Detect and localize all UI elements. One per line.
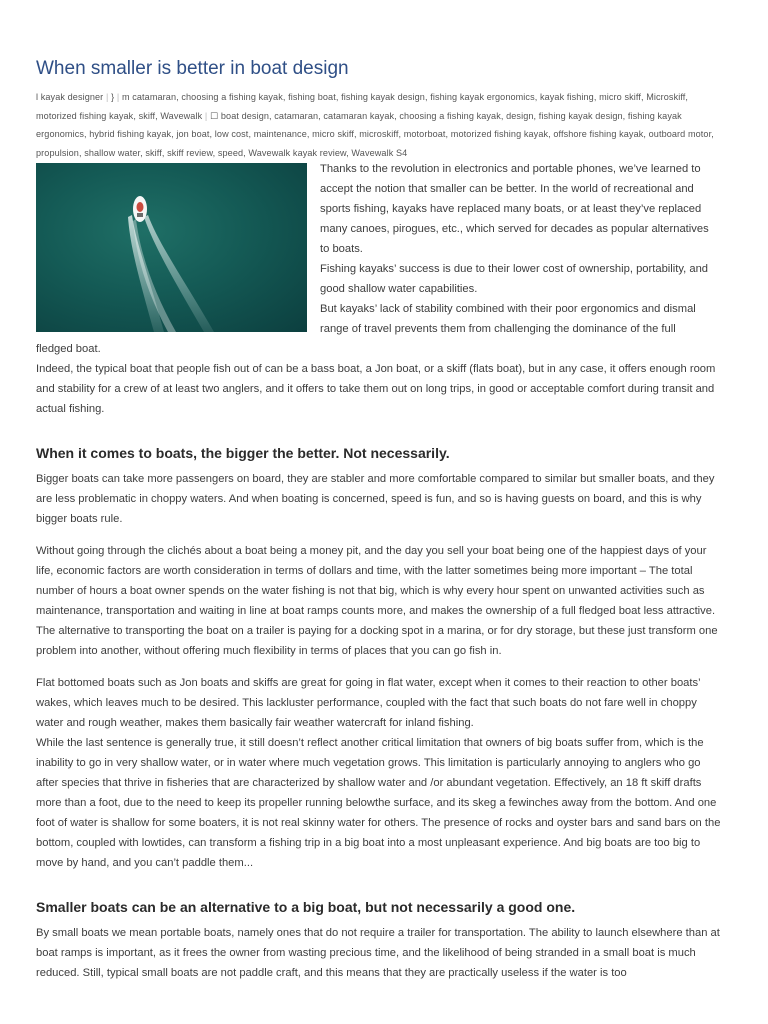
post-meta xyxy=(36,88,720,162)
intro-line: good shallow water capabilities. xyxy=(320,283,478,295)
intro-line: fledged boat. xyxy=(36,343,101,355)
boat-wake-image xyxy=(36,163,307,332)
intro-line: Fishing kayaks’ success is due to their lower cost of ownership, portability, and xyxy=(320,263,709,275)
paragraph-indeed: Indeed, the typical boat that people fish out of can be a bass boat, a Jon boat, or a skiff (flats boat), but in any case, it offers enough room and stability for a crew of at least two anglers, and it offers to take them out on long trips, in good or acceptable comfort during transit and actual fishing. xyxy=(36,363,716,415)
intro-line: accept the notion that smaller can be better. In the world of recreational and xyxy=(320,183,694,195)
intro-line: to boats. xyxy=(320,243,363,255)
category-links[interactable]: m catamaran, choosing a fishing kayak, fishing boat, fishing kayak design, fishing kayak ergonomics, kayak fishing, micro skiff, Microskiff, motorized fishing kayak, skiff, Wavewalk xyxy=(36,92,689,121)
meta-separator: | xyxy=(204,110,208,121)
intro-line: range of travel prevents them from challenging the dominance of the full xyxy=(320,323,676,335)
comment-icon: } xyxy=(111,92,115,102)
meta-separator: | xyxy=(105,92,109,102)
intro-line: But kayaks’ lack of stability combined with their poor ergonomics and dismal xyxy=(320,303,696,315)
paragraph-shallow-limit: While the last sentence is generally true, it still doesn’t reflect another critical limitation that owners of big boats suffer from, which is the inability to go in very shallow water, or in water where much vegetation grows. This limitation is particularly annoying to anglers who go after species that thrive in fisheries that are characterized by shallow water and /or abundant vegetation. Effectively, an 18 ft skiff drafts more than a foot, due to the need to keep its propeller running belowthe surface, and its skeg a fewinches away from the bottom. And one foot of water is shallow for some boaters, it is not real skinny water for others. The presence of rocks and oyster bars and sand bars on the bottom, coupled with lowtides, can transform a fishing trip in a big boat into a most unpleasant experience. And big boats are too big to move by hand, and you can’t paddle them... xyxy=(36,737,721,869)
tag-icon: ☐ xyxy=(209,110,219,121)
paragraph-bigger-2: Without going through the clichés about a boat being a money pit, and the day you sell your boat being one of the happiest days of your life, economic factors are worth consideration in terms of dollars and time, with the latter sometimes being more important – The total number of hours a boat owner spends on the water fishing is not that big, which is why every hour spent on unwanted activities such as maintenance, transportation and waiting in line at boat ramps counts more, and makes the ownership of a full fledged boat less attractive. The alternative to transporting the boat on a trailer is paying for a docking spot in a marina, or for dry storage, but these just transform one problem into another, without offering much flexibility in terms of places that you can go fish in. xyxy=(36,545,718,657)
section-heading-smaller: Smaller boats can be an alternative to a big boat, but not necessarily a good one. xyxy=(36,899,576,915)
tag-links[interactable]: boat design, catamaran, catamaran kayak, choosing a fishing kayak, design, fishing kayak design, fishing kayak ergonomics, hybrid fishing kayak, jon boat, low cost, maintenance, micro skiff, microskiff, motorboat, motorized fishing kayak, offshore fishing kayak, outboard motor, propulsion, shallow water, skiff, skiff review, speed, Wavewalk kayak review, Wavewalk S4 xyxy=(36,110,714,158)
section-heading-bigger: When it comes to boats, the bigger the better. Not necessarily. xyxy=(36,445,450,461)
paragraph-bigger-1: Bigger boats can take more passengers on board, they are stabler and more comfortable compared to similar but smaller boats, and they are less problematic in choppy waters. And when boating is concerned, speed is fun, and so is having guests on board, and this is why bigger boats rule. xyxy=(36,473,715,525)
intro-line: many canoes, pirogues, etc., which served for decades as popular alternatives xyxy=(320,223,709,235)
article-title[interactable]: When smaller is better in boat design xyxy=(36,58,349,79)
boat-photo xyxy=(36,163,307,332)
author-link[interactable]: l kayak designer xyxy=(36,92,104,102)
intro-line: Thanks to the revolution in electronics and portable phones, we’ve learned to xyxy=(320,163,701,175)
meta-separator: | xyxy=(116,92,120,102)
paragraph-smaller: By small boats we mean portable boats, namely ones that do not require a trailer for transportation. The ability to launch elsewhere than at boat ramps is important, as it frees the owner from wasting precious time, and the likelihood of being stranded in a small boat is much reduced. Still, typical small boats are not paddle craft, and this means that they are practically useless if the water is too xyxy=(36,927,720,979)
paragraph-flat-bottom: Flat bottomed boats such as Jon boats and skiffs are great for going in flat water, except when it comes to their reaction to other boats’ wakes, which leaves much to be desired. This lackluster performance, coupled with the fact that such boats do not fare well in choppy water and rough weather, makes them basically fair weather watercraft for inland fishing. xyxy=(36,677,701,729)
intro-line: sports fishing, kayaks have replaced many boats, or at least they’ve replaced xyxy=(320,203,702,215)
